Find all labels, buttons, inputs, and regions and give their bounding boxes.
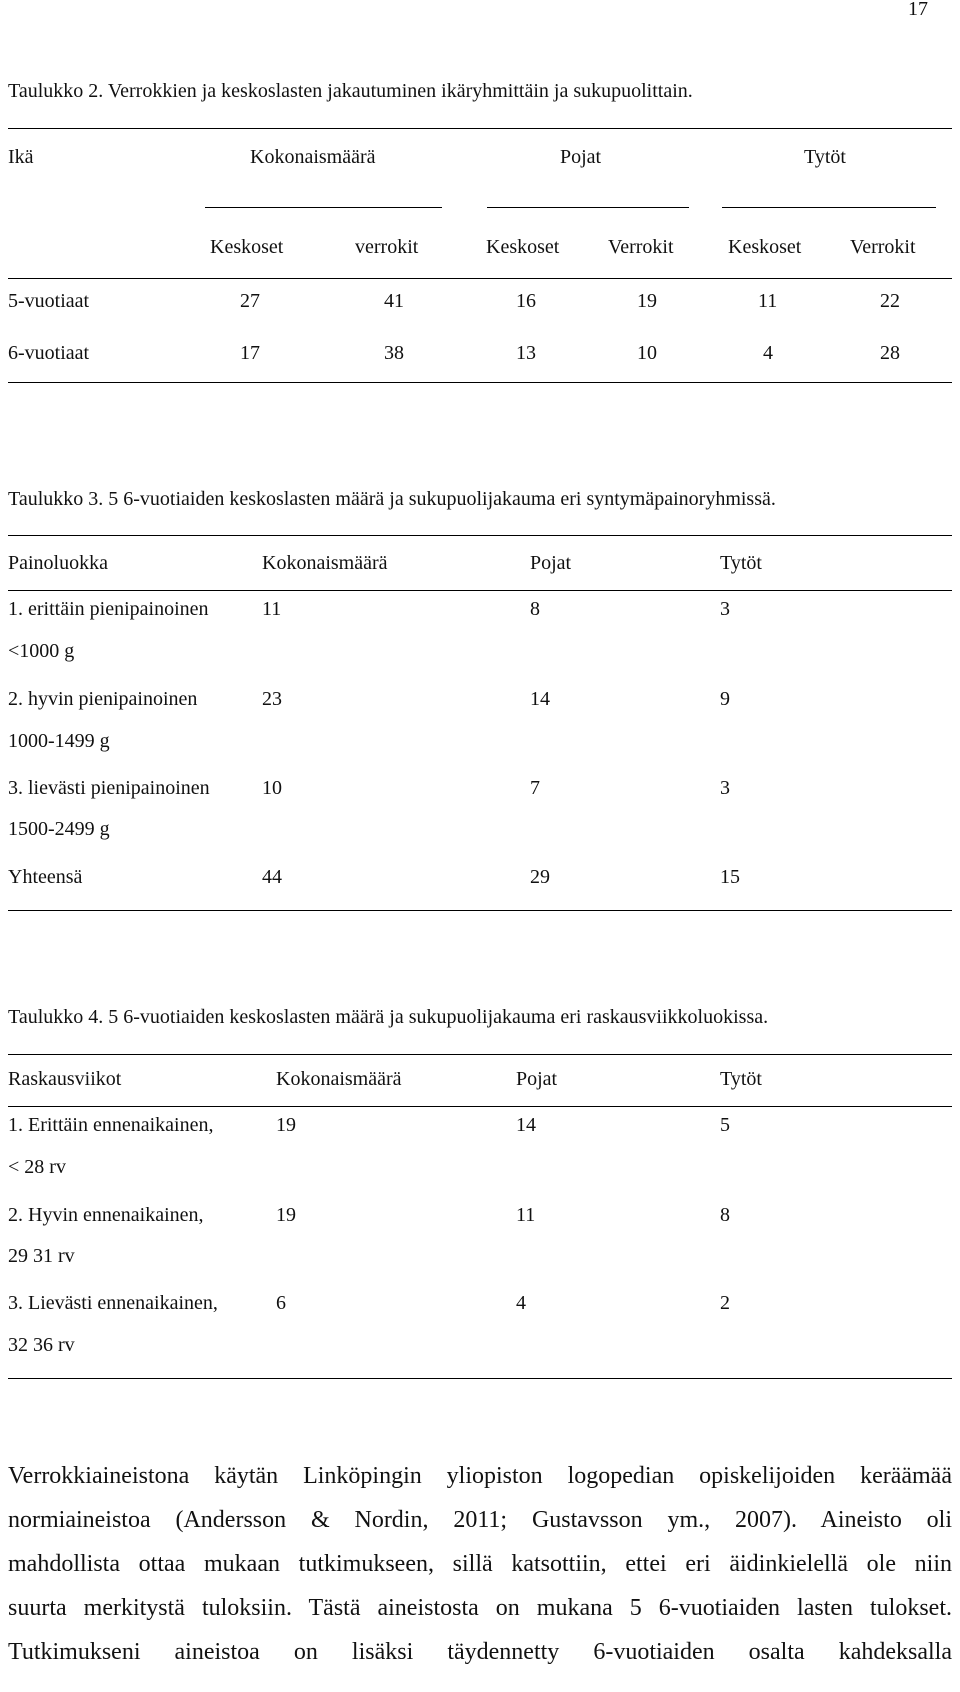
table2-group-rule-tytot [722, 207, 936, 208]
table4-cell: 2 [720, 1292, 730, 1314]
table4-cell: 19 [276, 1204, 296, 1226]
table4-cell: 29 31 rv [8, 1245, 75, 1267]
table4-bottom-rule [8, 1378, 952, 1379]
table2-group-rule-pojat [487, 207, 689, 208]
table4-cell: 32 36 rv [8, 1334, 75, 1356]
table3-cell: 3. lievästi pienipainoinen [8, 777, 210, 799]
table4-header-raskausviikot: Raskausviikot [8, 1068, 122, 1090]
table2-header-tytot: Tytöt [804, 146, 846, 168]
table3-cell: 14 [530, 688, 550, 710]
table4-header-rule [8, 1106, 952, 1107]
table3-header-rule [8, 590, 952, 591]
body-paragraph [8, 1454, 952, 1674]
table4-caption: Taulukko 4. 5 6-vuotiaiden keskoslasten määrä ja sukupuolijakauma eri raskausviikkoluokissa. [8, 1006, 769, 1028]
table3-top-rule [8, 535, 952, 536]
table2-cell: 28 [880, 342, 900, 364]
table2-top-rule [8, 128, 952, 129]
table4-cell: 6 [276, 1292, 286, 1314]
table2-cell: 17 [240, 342, 260, 364]
page-number: 17 [908, 0, 928, 20]
table3-total-cell: 44 [262, 866, 282, 888]
table2-cell: 22 [880, 290, 900, 312]
table4-top-rule [8, 1054, 952, 1055]
table2-subheader: Verrokit [608, 236, 674, 258]
table3-cell: 8 [530, 598, 540, 620]
table4-cell: 2. Hyvin ennenaikainen, [8, 1204, 204, 1226]
table4-cell: 14 [516, 1114, 536, 1136]
table2-cell: 13 [516, 342, 536, 364]
table4-header-kokonaismaara: Kokonaismäärä [276, 1068, 402, 1090]
table3-cell: 11 [262, 598, 282, 620]
table4-cell: 5 [720, 1114, 730, 1136]
table4-header-tytot: Tytöt [720, 1068, 762, 1090]
table2-cell: 11 [758, 290, 778, 312]
table3-cell: 1500-2499 g [8, 818, 110, 840]
table3-total-cell: 15 [720, 866, 740, 888]
table4-header-pojat: Pojat [516, 1068, 558, 1090]
paragraph-line: Tutkimukseni aineistoa on lisäksi täydennetty 6-vuotiaiden osalta kahdeksalla [8, 1639, 952, 1665]
table3-cell: 23 [262, 688, 282, 710]
table2-subheader: verrokit [355, 236, 419, 258]
table3-cell: 3 [720, 777, 730, 799]
table2-subheader: Keskoset [728, 236, 802, 258]
table3-total-label: Yhteensä [8, 866, 83, 888]
table3-bottom-rule [8, 910, 952, 911]
table2-header-kokonaismaara: Kokonaismäärä [250, 146, 376, 168]
table3-cell: 9 [720, 688, 730, 710]
table2-cell: 19 [637, 290, 657, 312]
table2-header-pojat: Pojat [560, 146, 602, 168]
table3-cell: 2. hyvin pienipainoinen [8, 688, 198, 710]
paragraph-line: mahdollista ottaa mukaan tutkimukseen, sillä katsottiin, ettei eri äidinkielellä ole niin [8, 1551, 952, 1577]
paragraph-line: suurta merkitystä tuloksiin. Tästä aineistosta on mukana 5 6-vuotiaiden lasten tulokset. [8, 1595, 952, 1621]
table2-cell: 27 [240, 290, 260, 312]
table2-cell: 4 [763, 342, 773, 364]
table2-cell: 10 [637, 342, 657, 364]
table3-cell: 1. erittäin pienipainoinen [8, 598, 209, 620]
table3-cell: 7 [530, 777, 540, 799]
table2-cell: 6-vuotiaat [8, 342, 90, 364]
table3-cell: 1000-1499 g [8, 730, 110, 752]
table3-header-kokonaismaara: Kokonaismäärä [262, 552, 388, 574]
table4-cell: 1. Erittäin ennenaikainen, [8, 1114, 214, 1136]
table4-cell: 4 [516, 1292, 526, 1314]
table2-header-rule [8, 278, 952, 279]
table2-cell: 41 [384, 290, 404, 312]
table2-header-ika: Ikä [8, 146, 34, 168]
table3-header-pojat: Pojat [530, 552, 572, 574]
table3-header-painoluokka: Painoluokka [8, 552, 108, 574]
table2-cell: 16 [516, 290, 536, 312]
table2-cell: 38 [384, 342, 404, 364]
table4-cell: < 28 rv [8, 1156, 66, 1178]
table2-subheader: Verrokit [850, 236, 916, 258]
table2-subheader: Keskoset [210, 236, 284, 258]
table3-header-tytot: Tytöt [720, 552, 762, 574]
table2-subheader: Keskoset [486, 236, 560, 258]
paragraph-line: Verrokkiaineistona käytän Linköpingin yliopiston logopedian opiskelijoiden keräämää [8, 1463, 952, 1489]
table3-caption: Taulukko 3. 5 6-vuotiaiden keskoslasten määrä ja sukupuolijakauma eri syntymäpainoryhmissä. [8, 488, 776, 510]
table3-cell: 10 [262, 777, 282, 799]
table2-group-rule-kokonais [205, 207, 442, 208]
table2-cell: 5-vuotiaat [8, 290, 90, 312]
table4-cell: 19 [276, 1114, 296, 1136]
table2-caption: Taulukko 2. Verrokkien ja keskoslasten jakautuminen ikäryhmittäin ja sukupuolittain. [8, 80, 693, 102]
table3-total-cell: 29 [530, 866, 550, 888]
table4-cell: 11 [516, 1204, 536, 1226]
table4-cell: 3. Lievästi ennenaikainen, [8, 1292, 218, 1314]
table2-bottom-rule [8, 382, 952, 383]
paragraph-line: normiaineistoa (Andersson & Nordin, 2011; Gustavsson ym., 2007). Aineisto oli [8, 1507, 952, 1533]
table3-cell: <1000 g [8, 640, 75, 662]
table3-cell: 3 [720, 598, 730, 620]
table4-cell: 8 [720, 1204, 730, 1226]
